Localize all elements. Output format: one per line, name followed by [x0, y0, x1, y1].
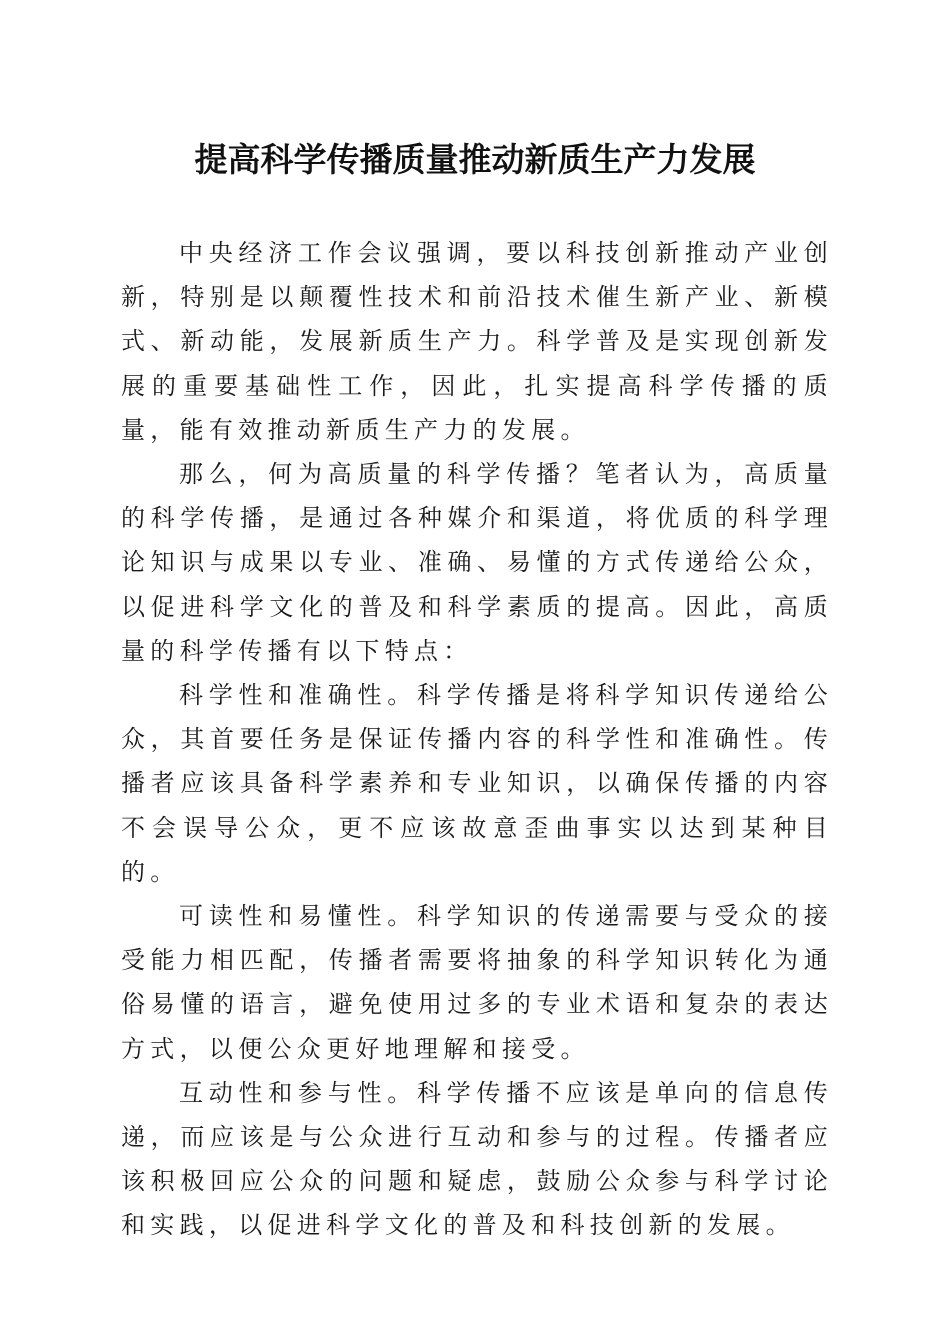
paragraph: 可读性和易懂性。科学知识的传递需要与受众的接受能力相匹配，传播者需要将抽象的科学知识转化为通俗易懂的语言，避免使用过多的专业术语和复杂的表达方式，以便公众更好地理解和接受。 — [121, 902, 833, 1063]
document-title: 提高科学传播质量推动新质生产力发展 — [194, 140, 756, 179]
document-body — [121, 231, 833, 1248]
paragraph: 那么，何为高质量的科学传播？笔者认为，高质量的科学传播，是通过各种媒介和渠道，将优质的科学理论知识与成果以专业、准确、易懂的方式传递给公众，以促进科学文化的普及和科学素质的提高。因此，高质量的科学传播有以下特点： — [121, 460, 833, 665]
paragraph: 互动性和参与性。科学传播不应该是单向的信息传递，而应该是与公众进行互动和参与的过程。传播者应该积极回应公众的问题和疑虑，鼓励公众参与科学讨论和实践，以促进科学文化的普及和科技创新的发展。 — [121, 1078, 833, 1240]
paragraph: 中央经济工作会议强调，要以科技创新推动产业创新，特别是以颠覆性技术和前沿技术催生新产业、新模式、新动能，发展新质生产力。科学普及是实现创新发展的重要基础性工作，因此，扎实提高科学传播的质量，能有效推动新质生产力的发展。 — [121, 239, 833, 444]
paragraph: 科学性和准确性。科学传播是将科学知识传递给公众，其首要任务是保证传播内容的科学性和准确性。传播者应该具备科学素养和专业知识，以确保传播的内容不会误导公众，更不应该故意歪曲事实以达到某种目的。 — [121, 681, 833, 886]
